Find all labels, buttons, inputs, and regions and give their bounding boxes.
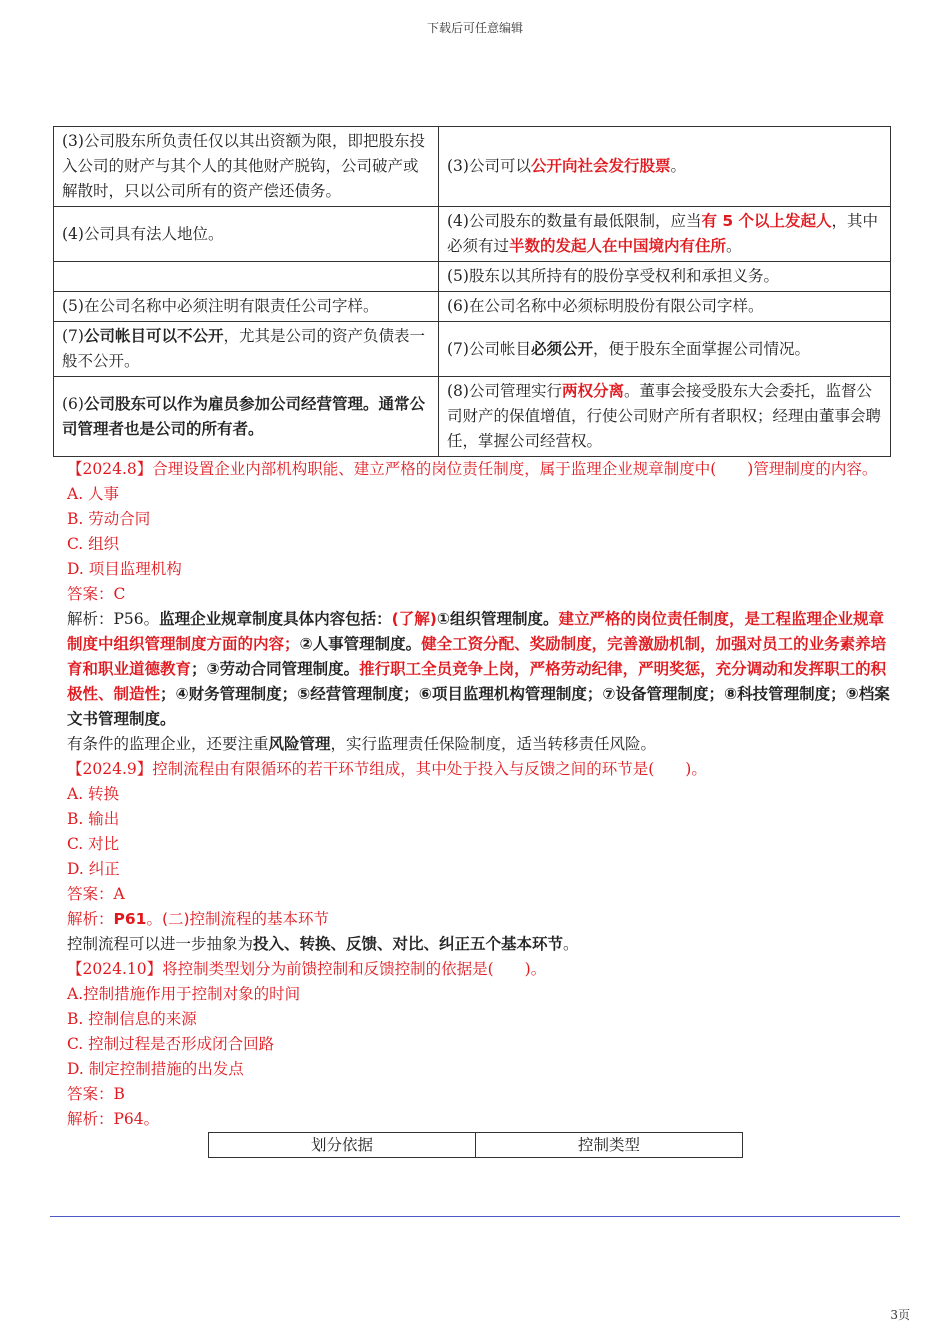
text-segment: 半数的发起人在中国境内有住所 <box>509 237 727 255</box>
cell-joint-stock-company <box>439 207 891 262</box>
analysis <box>53 907 891 932</box>
option-b: B. 输出 <box>67 810 120 828</box>
text-segment: 有 5 个以上发起人 <box>701 212 832 230</box>
page-number: 3页 <box>890 1308 910 1322</box>
text-segment: (4)公司股东的数量有最低限制，应当 <box>447 212 702 230</box>
text-segment: 建立严格的岗位责任制度，是工程监理企业规章制度中组织管理制度方面的内容； <box>67 610 884 653</box>
table-row <box>54 292 891 322</box>
cell-limited-company <box>54 322 439 377</box>
text-segment: ，实行监理责任保险制度，适当转移责任风险。 <box>330 735 657 753</box>
text-segment: 监理企业规章制度具体内容包括： <box>159 610 392 628</box>
option-c: C. 组织 <box>67 535 120 553</box>
text-segment: (了解) <box>391 610 437 628</box>
text-segment: (7) <box>62 327 84 345</box>
question-2024-8 <box>53 457 891 757</box>
answer: 答案：B <box>67 1085 125 1103</box>
text-segment: 公开向社会发行股票 <box>530 157 671 175</box>
text-segment: 两权分离 <box>561 382 624 400</box>
option-d: D. 项目监理机构 <box>67 560 182 578</box>
text-segment: ；③劳动合同管理制度。 <box>191 660 360 678</box>
page-header: 下载后可任意编辑 <box>426 21 523 35</box>
text-segment: 控制流程可以进一步抽象为 <box>67 935 254 953</box>
analysis <box>53 1107 891 1132</box>
text-segment: (7)公司帐目 <box>447 339 531 358</box>
analysis-extra <box>53 732 891 757</box>
cell-joint-stock-company <box>439 262 891 292</box>
cell-joint-stock-company <box>439 322 891 377</box>
option-d: D. 纠正 <box>67 860 120 878</box>
table-row <box>54 127 891 207</box>
text-segment: 风险管理 <box>268 735 331 753</box>
text-segment: ，尤其是公司的资产负债表一般不公开。 <box>62 327 425 370</box>
control-type-table <box>208 1132 743 1158</box>
question-stem: 【2024.10】将控制类型划分为前馈控制和反馈控制的依据是( )。 <box>67 960 547 978</box>
cell-joint-stock-company <box>439 292 891 322</box>
text-segment: 解析：P64。 <box>67 1110 160 1128</box>
question-stem: 【2024.8】合理设置企业内部机构职能、建立严格的岗位责任制度，属于监理企业规章制度中( )管理制度的内容。 <box>67 460 878 478</box>
text-segment: (3)公司可以 <box>447 157 531 175</box>
text-segment: 。 <box>726 237 742 255</box>
text-segment: ，便于股东全面掌握公司情况。 <box>592 339 810 358</box>
cell-joint-stock-company <box>439 377 891 457</box>
text-segment: ，其中必须有过 <box>447 212 879 255</box>
text-segment: (5)股东以其所持有的股份享受权利和承担义务。 <box>447 267 779 285</box>
text-segment: 推行职工全员竞争上岗，严格劳动纪律，严明奖惩，充分调动和发挥职工的积极性、制造性 <box>67 660 887 703</box>
text-segment: 。 <box>563 935 579 953</box>
text-segment: (6)在公司名称中必须标明股份有限公司字样。 <box>447 297 764 315</box>
text-segment: P61 <box>113 910 147 928</box>
text-segment: (8)公司管理实行 <box>447 382 562 400</box>
option-a: A. 转换 <box>67 785 120 803</box>
text-segment: (5)在公司名称中必须注明有限责任公司字样。 <box>62 297 379 315</box>
text-segment: 。(二)控制流程的基本环节 <box>146 910 330 928</box>
footer-divider <box>50 1216 900 1217</box>
option-a: A.控制措施作用于控制对象的时间 <box>67 985 301 1003</box>
text-segment: 。 <box>670 157 686 175</box>
cell-limited-company <box>54 262 439 292</box>
text-segment: 。董事会接受股东大会委托，监督公司财产的保值增值，行使公司财产所有者职权；经理由董事会聘任，掌握公司经营权。 <box>447 382 882 450</box>
text-segment: 解析：P56。 <box>67 610 160 628</box>
text-segment: ②人事管理制度。 <box>299 635 422 653</box>
table-row <box>54 207 891 262</box>
text-segment: ①组织管理制度。 <box>436 610 559 628</box>
header-basis: 划分依据 <box>209 1133 476 1158</box>
option-b: B. 控制信息的来源 <box>67 1010 197 1028</box>
option-d: D. 制定控制措施的出发点 <box>67 1060 244 1078</box>
option-c: C. 控制过程是否形成闭合回路 <box>67 1035 275 1053</box>
text-segment: ；④财务管理制度；⑤经营管理制度；⑥项目监理机构管理制度；⑦设备管理制度；⑧科技管理制度；⑨档案文书管理制度。 <box>67 685 890 728</box>
cell-limited-company <box>54 292 439 322</box>
answer: 答案：A <box>67 885 125 903</box>
text-segment: 有条件的监理企业，还要注重 <box>67 735 269 753</box>
option-b: B. 劳动合同 <box>67 510 151 528</box>
text-segment: 投入、转换、反馈、对比、纠正五个基本环节 <box>253 935 564 953</box>
cell-joint-stock-company <box>439 127 891 207</box>
question-2024-10 <box>53 957 891 1132</box>
text-segment: (3)公司股东所负责任仅以其出资额为限，即把股东投入公司的财产与其个人的其他财产脱钩，公司破产或解散时，只以公司所有的资产偿还债务。 <box>62 132 425 200</box>
table-row <box>54 322 891 377</box>
text-segment: 必须公开 <box>530 339 593 358</box>
answer: 答案：C <box>67 585 126 603</box>
header-type: 控制类型 <box>476 1133 743 1158</box>
cell-limited-company <box>54 377 439 457</box>
table-row <box>54 377 891 457</box>
cell-limited-company <box>54 127 439 207</box>
question-2024-9 <box>53 757 891 957</box>
text-segment: (6) <box>62 394 84 413</box>
table-row <box>54 262 891 292</box>
comparison-table <box>53 126 891 457</box>
page-content <box>53 126 891 1158</box>
question-stem: 【2024.9】控制流程由有限循环的若干环节组成，其中处于投入与反馈之间的环节是( )。 <box>67 760 707 778</box>
text-segment: (4)公司具有法人地位。 <box>62 224 224 243</box>
analysis <box>53 607 891 732</box>
option-a: A. 人事 <box>67 485 120 503</box>
text-segment: 健全工资分配、奖励制度，完善激励机制，加强对员工的业务素养培育和职业道德教育 <box>67 635 887 678</box>
option-c: C. 对比 <box>67 835 120 853</box>
analysis-extra <box>53 932 891 957</box>
text-segment: 公司帐目可以不公开 <box>83 327 224 345</box>
cell-limited-company <box>54 207 439 262</box>
text-segment: 解析： <box>67 910 114 928</box>
text-segment: 公司股东可以作为雇员参加公司经营管理。通常公司管理者也是公司的所有者。 <box>62 394 425 438</box>
